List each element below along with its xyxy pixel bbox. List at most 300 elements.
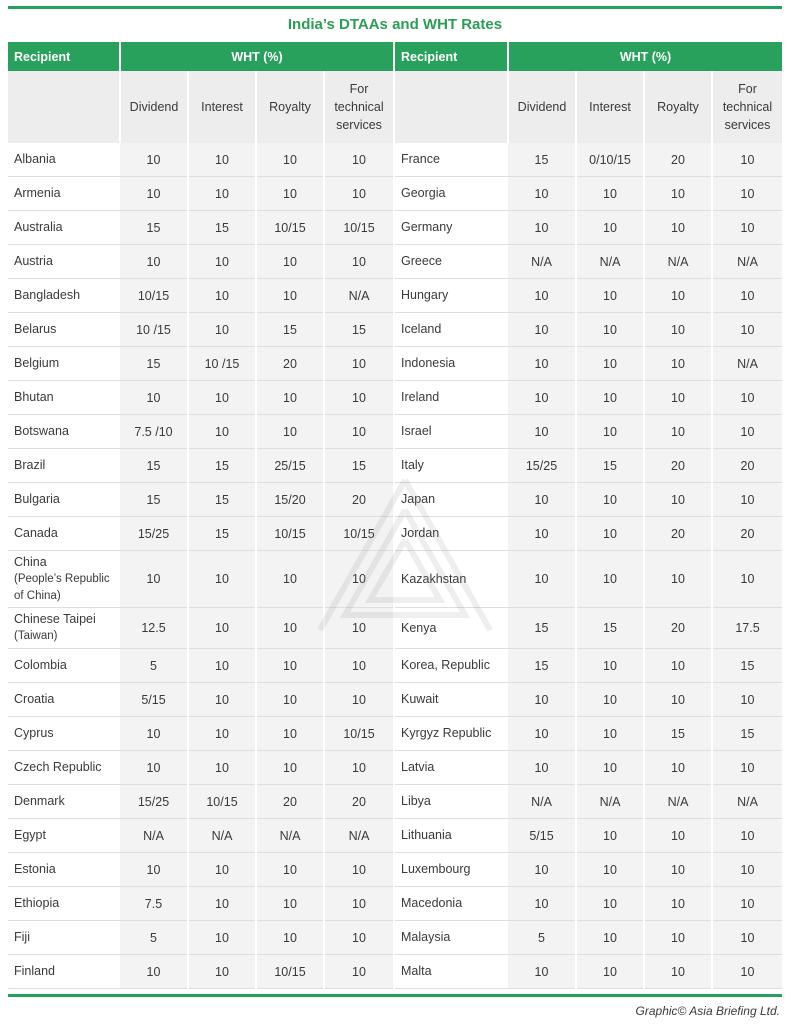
country-name: Denmark [14, 794, 65, 808]
country-name: Malta [401, 964, 432, 978]
recipient-right-cell [394, 887, 508, 921]
dividend-value: 10 [508, 279, 576, 313]
royalty-value: 10 [644, 279, 712, 313]
country-name: Jordan [401, 526, 440, 540]
royalty-value: 10 [256, 717, 324, 751]
dividend-value: 10 [508, 415, 576, 449]
royalty-value: 10 [256, 649, 324, 683]
royalty-value: 20 [644, 449, 712, 483]
col-royalty: Royalty [644, 71, 712, 143]
dividend-value: 10 [120, 143, 188, 177]
interest-value: 10 [576, 955, 644, 989]
country-name: Greece [401, 254, 442, 268]
country-name: Botswana [14, 424, 69, 438]
recipient-left-cell [8, 381, 120, 415]
recipient-left-cell [8, 785, 120, 819]
recipient-left-cell [8, 279, 120, 313]
interest-value: 10 [576, 415, 644, 449]
dividend-value: 10 [120, 551, 188, 608]
dividend-value: 10 [120, 853, 188, 887]
royalty-value: 10 [644, 649, 712, 683]
country-name: Hungary [401, 288, 449, 302]
dividend-value: 10 [120, 381, 188, 415]
technical-services-value: 20 [712, 517, 782, 551]
dividend-value: N/A [120, 819, 188, 853]
technical-services-value: N/A [324, 819, 394, 853]
technical-services-value: 10 [324, 751, 394, 785]
dividend-value: 10 [508, 381, 576, 415]
interest-value: 10 [188, 887, 256, 921]
interest-value: N/A [576, 785, 644, 819]
col-dividend: Dividend [120, 71, 188, 143]
recipient-left-cell [8, 608, 120, 649]
recipient-left-cell [8, 177, 120, 211]
title-bar [8, 6, 782, 36]
technical-services-value: 10 [324, 347, 394, 381]
dividend-value: 10 [508, 853, 576, 887]
royalty-value: 10 [256, 683, 324, 717]
country-name: Armenia [14, 186, 61, 200]
table-row [8, 279, 782, 313]
dividend-value: 15/25 [508, 449, 576, 483]
dividend-value: 15/25 [120, 517, 188, 551]
interest-value: 10 [188, 751, 256, 785]
table-row [8, 887, 782, 921]
royalty-value: N/A [644, 785, 712, 819]
recipient-right-cell [394, 785, 508, 819]
recipient-right-cell [394, 143, 508, 177]
country-name: Georgia [401, 186, 446, 200]
dividend-value: 5 [120, 921, 188, 955]
interest-value: 10 [576, 683, 644, 717]
technical-services-value: 10/15 [324, 717, 394, 751]
dividend-value: 15/25 [120, 785, 188, 819]
interest-value: 10 [576, 921, 644, 955]
royalty-value: 15 [644, 717, 712, 751]
royalty-value: 20 [644, 143, 712, 177]
interest-value: 15 [188, 483, 256, 517]
country-name: China [14, 554, 47, 569]
interest-value: 10 [188, 381, 256, 415]
country-name: Brazil [14, 458, 46, 472]
header-row [8, 42, 782, 71]
royalty-value: 10 [644, 683, 712, 717]
country-name: Luxembourg [401, 862, 471, 876]
interest-value: 10 [188, 649, 256, 683]
royalty-value: 10/15 [256, 211, 324, 245]
country-name: Austria [14, 254, 53, 268]
col-dividend: Dividend [508, 71, 576, 143]
interest-value: 10 [576, 381, 644, 415]
interest-value: 10 [576, 211, 644, 245]
technical-services-value: 20 [324, 785, 394, 819]
country-name: Bulgaria [14, 492, 60, 506]
page-title: India’s DTAAs and WHT Rates [287, 16, 503, 33]
table-row [8, 143, 782, 177]
table-row [8, 717, 782, 751]
country-name: Malaysia [401, 930, 451, 944]
interest-value: 10 [576, 279, 644, 313]
interest-value: 15 [576, 449, 644, 483]
dividend-value: 10 [508, 751, 576, 785]
dividend-value: 15 [120, 483, 188, 517]
technical-services-value: 10 [324, 649, 394, 683]
interest-value: 15 [188, 211, 256, 245]
country-name: Macedonia [401, 896, 463, 910]
country-name: Bangladesh [14, 288, 81, 302]
country-name: Bhutan [14, 390, 54, 404]
country-name: Colombia [14, 658, 67, 672]
royalty-value: 15/20 [256, 483, 324, 517]
interest-value: 10 [576, 347, 644, 381]
dividend-value: 15 [508, 608, 576, 649]
recipient-left-cell [8, 551, 120, 608]
country-name: Kenya [401, 620, 437, 635]
table-row [8, 955, 782, 989]
technical-services-value: 10 [324, 921, 394, 955]
royalty-value: 10 [644, 921, 712, 955]
interest-value: 15 [576, 608, 644, 649]
interest-value: N/A [188, 819, 256, 853]
royalty-value: 10 [644, 483, 712, 517]
technical-services-value: N/A [712, 347, 782, 381]
recipient-right-cell [394, 279, 508, 313]
royalty-value: 10 [644, 751, 712, 785]
country-name: Latvia [401, 760, 435, 774]
country-name: Italy [401, 458, 424, 472]
technical-services-value: 10 [324, 683, 394, 717]
country-name: Korea, Republic [401, 658, 490, 672]
recipient-left-cell [8, 245, 120, 279]
dividend-value: 5/15 [508, 819, 576, 853]
royalty-value: 10 [644, 381, 712, 415]
col-technical-services: For technical services [712, 71, 782, 143]
interest-value: N/A [576, 245, 644, 279]
country-name: Kuwait [401, 692, 439, 706]
country-name: Chinese Taipei [14, 612, 96, 626]
recipient-right-cell [394, 483, 508, 517]
technical-services-value: 10 [712, 683, 782, 717]
technical-services-value: 10 [712, 177, 782, 211]
dividend-value: 10 [508, 887, 576, 921]
royalty-value: 10/15 [256, 955, 324, 989]
royalty-value: 10 [256, 887, 324, 921]
royalty-value: 10 [256, 245, 324, 279]
royalty-value: N/A [644, 245, 712, 279]
recipient-left-cell [8, 649, 120, 683]
recipient-right-cell [394, 921, 508, 955]
technical-services-value: 10 [712, 483, 782, 517]
recipient-right-cell [394, 717, 508, 751]
royalty-value: 15 [256, 313, 324, 347]
table-row [8, 517, 782, 551]
table-body [8, 143, 782, 989]
recipient-right-cell [394, 683, 508, 717]
interest-value: 15 [188, 449, 256, 483]
table-row [8, 449, 782, 483]
recipient-left-cell [8, 717, 120, 751]
table-row [8, 649, 782, 683]
interest-value: 10 [576, 853, 644, 887]
interest-value: 10 [188, 313, 256, 347]
dividend-value: 15 [508, 143, 576, 177]
interest-value: 10/15 [188, 785, 256, 819]
country-name: Cyprus [14, 726, 54, 740]
table-row [8, 853, 782, 887]
technical-services-value: 10 [712, 921, 782, 955]
royalty-value: 10 [644, 313, 712, 347]
table-row [8, 483, 782, 517]
dividend-value: 10 /15 [120, 313, 188, 347]
dividend-value: 10 [120, 177, 188, 211]
recipient-left-cell [8, 921, 120, 955]
country-name: France [401, 152, 440, 166]
technical-services-value: 20 [712, 449, 782, 483]
country-name: Iceland [401, 322, 442, 336]
technical-services-value: 10 [324, 887, 394, 921]
technical-services-value: 10 [712, 853, 782, 887]
interest-value: 10 [188, 143, 256, 177]
col-technical-services: For technical services [324, 71, 394, 143]
country-name: Croatia [14, 692, 55, 706]
interest-value: 10 [188, 955, 256, 989]
table-row [8, 211, 782, 245]
royalty-value: 10 [644, 819, 712, 853]
dividend-value: 5 [120, 649, 188, 683]
table-row [8, 347, 782, 381]
dividend-value: 10/15 [120, 279, 188, 313]
recipient-left-cell [8, 347, 120, 381]
country-name: Belarus [14, 322, 57, 336]
country-name: Estonia [14, 862, 56, 876]
country-name: Israel [401, 424, 432, 438]
recipient-right-cell [394, 211, 508, 245]
recipient-right-cell [394, 177, 508, 211]
technical-services-value: N/A [324, 279, 394, 313]
technical-services-value: 10 [712, 415, 782, 449]
technical-services-value: 10 [324, 177, 394, 211]
table-row [8, 415, 782, 449]
dividend-value: 10 [120, 955, 188, 989]
dividend-value: 10 [120, 751, 188, 785]
dividend-value: 15 [120, 449, 188, 483]
royalty-value: 20 [256, 347, 324, 381]
recipient-left-cell [8, 211, 120, 245]
table-row [8, 608, 782, 649]
dividend-value: 15 [120, 347, 188, 381]
technical-services-value: 10 [712, 887, 782, 921]
recipient-right-cell [394, 819, 508, 853]
table-row [8, 381, 782, 415]
royalty-value: 20 [644, 517, 712, 551]
recipient-right-cell [394, 649, 508, 683]
subheader-blank [394, 71, 508, 143]
interest-value: 10 [188, 853, 256, 887]
recipient-right-cell [394, 853, 508, 887]
recipient-right-cell [394, 415, 508, 449]
dividend-value: 10 [508, 955, 576, 989]
country-name: Finland [14, 964, 55, 978]
dividend-value: 10 [508, 551, 576, 608]
technical-services-value: 10 [324, 955, 394, 989]
interest-value: 10 [576, 551, 644, 608]
interest-value: 10 [188, 683, 256, 717]
interest-value: 10 [576, 313, 644, 347]
recipient-right-cell [394, 381, 508, 415]
royalty-value: 10 [644, 347, 712, 381]
dividend-value: 10 [508, 177, 576, 211]
technical-services-value: 10 [712, 313, 782, 347]
recipient-right-cell [394, 449, 508, 483]
table-row [8, 683, 782, 717]
country-name: Germany [401, 220, 453, 234]
recipient-right-cell [394, 608, 508, 649]
recipient-left-cell [8, 415, 120, 449]
table-row [8, 785, 782, 819]
country-name: Albania [14, 152, 56, 166]
technical-services-value: 15 [324, 313, 394, 347]
interest-value: 10 [188, 717, 256, 751]
country-name: Japan [401, 492, 436, 506]
technical-services-value: N/A [712, 785, 782, 819]
interest-value: 0/10/15 [576, 143, 644, 177]
royalty-value: 10 [256, 177, 324, 211]
country-name: Fiji [14, 930, 30, 944]
country-name: Australia [14, 220, 63, 234]
technical-services-value: 15 [712, 649, 782, 683]
interest-value: 10 [576, 717, 644, 751]
country-subname: (Taiwan) [14, 630, 58, 642]
interest-value: 10 [188, 608, 256, 649]
recipient-left-cell [8, 887, 120, 921]
royalty-value: 10 [644, 853, 712, 887]
dividend-value: 10 [508, 313, 576, 347]
interest-value: 10 [576, 517, 644, 551]
royalty-value: 10 [256, 551, 324, 608]
technical-services-value: 20 [324, 483, 394, 517]
country-name: Libya [401, 794, 431, 808]
interest-value: 10 [576, 819, 644, 853]
technical-services-value: 10 [712, 381, 782, 415]
dividend-value: 7.5 /10 [120, 415, 188, 449]
recipient-left-cell [8, 751, 120, 785]
dividend-value: 10 [508, 717, 576, 751]
dividend-value: 15 [120, 211, 188, 245]
col-royalty: Royalty [256, 71, 324, 143]
recipient-left-cell [8, 313, 120, 347]
dividend-value: 5/15 [120, 683, 188, 717]
interest-value: 10 /15 [188, 347, 256, 381]
royalty-value: 10 [644, 415, 712, 449]
royalty-value: 10 [644, 177, 712, 211]
recipient-left-cell [8, 955, 120, 989]
table-row [8, 751, 782, 785]
country-name: Belgium [14, 356, 60, 370]
recipient-left-cell [8, 853, 120, 887]
interest-value: 10 [576, 177, 644, 211]
technical-services-value: 10/15 [324, 211, 394, 245]
country-name: Ethiopia [14, 896, 60, 910]
recipient-header-left: Recipient [8, 42, 120, 71]
interest-value: 10 [188, 921, 256, 955]
royalty-value: 10 [256, 921, 324, 955]
recipient-left-cell [8, 683, 120, 717]
wht-header-left: WHT (%) [120, 42, 394, 71]
technical-services-value: 10 [324, 608, 394, 649]
dividend-value: 5 [508, 921, 576, 955]
technical-services-value: 10 [324, 551, 394, 608]
recipient-header-right: Recipient [394, 42, 508, 71]
country-name: Ireland [401, 390, 440, 404]
interest-value: 10 [576, 751, 644, 785]
recipient-left-cell [8, 143, 120, 177]
table-row [8, 177, 782, 211]
recipient-left-cell [8, 819, 120, 853]
dividend-value: 12.5 [120, 608, 188, 649]
technical-services-value: N/A [712, 245, 782, 279]
technical-services-value: 10 [324, 245, 394, 279]
dividend-value: 10 [508, 211, 576, 245]
royalty-value: 10 [256, 143, 324, 177]
technical-services-value: 10/15 [324, 517, 394, 551]
recipient-right-cell [394, 347, 508, 381]
dividend-value: 10 [120, 717, 188, 751]
royalty-value: 10 [256, 751, 324, 785]
dividend-value: 10 [120, 245, 188, 279]
col-interest: Interest [576, 71, 644, 143]
subheader-row [8, 71, 782, 143]
interest-value: 10 [188, 551, 256, 608]
dividend-value: 15 [508, 649, 576, 683]
interest-value: 10 [188, 177, 256, 211]
credit-text: Graphic© Asia Briefing Ltd. [635, 1004, 780, 1018]
technical-services-value: 10 [712, 955, 782, 989]
country-name: Kazakhstan [401, 571, 467, 586]
table-row [8, 313, 782, 347]
country-name: Egypt [14, 828, 46, 842]
interest-value: 10 [576, 649, 644, 683]
royalty-value: 10 [256, 381, 324, 415]
recipient-right-cell [394, 955, 508, 989]
wht-header-right: WHT (%) [508, 42, 782, 71]
interest-value: 10 [576, 887, 644, 921]
royalty-value: 10 [644, 551, 712, 608]
country-name: Lithuania [401, 828, 452, 842]
recipient-right-cell [394, 313, 508, 347]
royalty-value: 10/15 [256, 517, 324, 551]
royalty-value: 10 [256, 279, 324, 313]
interest-value: 10 [576, 483, 644, 517]
recipient-left-cell [8, 449, 120, 483]
royalty-value: 10 [644, 211, 712, 245]
country-name: Canada [14, 526, 58, 540]
technical-services-value: 15 [712, 717, 782, 751]
technical-services-value: 10 [324, 381, 394, 415]
dividend-value: 10 [508, 347, 576, 381]
dtaa-table [8, 42, 782, 989]
technical-services-value: 10 [324, 415, 394, 449]
dividend-value: 10 [508, 517, 576, 551]
royalty-value: 10 [256, 415, 324, 449]
recipient-right-cell [394, 751, 508, 785]
technical-services-value: 10 [712, 211, 782, 245]
technical-services-value: 10 [712, 551, 782, 608]
technical-services-value: 10 [712, 143, 782, 177]
recipient-right-cell [394, 245, 508, 279]
table-row [8, 245, 782, 279]
royalty-value: 10 [256, 608, 324, 649]
dividend-value: N/A [508, 785, 576, 819]
